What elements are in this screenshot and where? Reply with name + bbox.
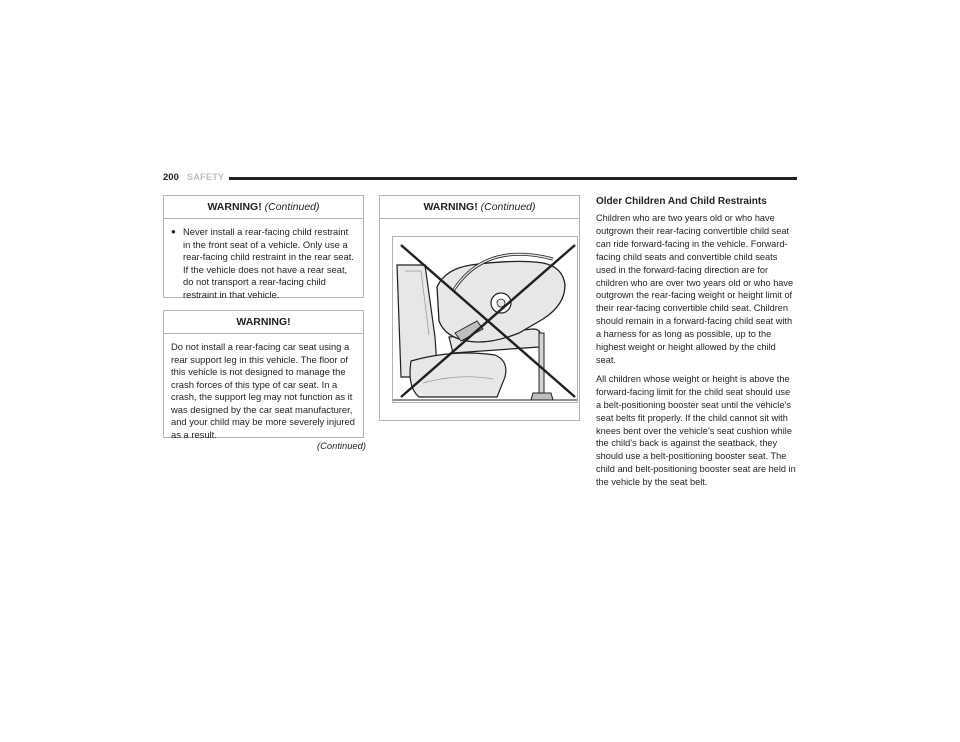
warning-title: WARNING! (423, 201, 478, 213)
page-number: 200 (163, 172, 179, 183)
warning-box-header (164, 311, 363, 334)
warning-box-body (164, 334, 363, 441)
warning-title: WARNING! (207, 201, 262, 213)
warning-text: Do not install a rear-facing car seat using a rear support leg in this vehicle. The floor of this vehicle is not designed to manage the crash forces of this type of car seat. In a crash, the support leg may not function as it was designed by the car seat manufacturer, and your child may be more severely injured as a result. (171, 341, 355, 440)
warning-box-body (164, 219, 363, 301)
continued-label: (Continued) (317, 440, 366, 451)
warning-box-header (164, 196, 363, 219)
warning-box-header (380, 196, 579, 219)
warning-box-support-leg (163, 310, 364, 438)
older-children-section (596, 195, 797, 495)
section-heading: Older Children And Child Restraints (596, 196, 767, 207)
warning-continued-label: (Continued) (264, 201, 320, 213)
warning-continued-label: (Continued) (480, 201, 536, 213)
bullet-icon: ● (171, 227, 176, 236)
warning-box-figure (379, 195, 580, 421)
paragraph-booster-seat: All children whose weight or height is above the forward-facing limit for the child seat should use a belt-positioning booster seat until the vehicle’s seat belts fit properly. If the child cannot sit with knees bent over the vehicle’s seat cushion while the child’s back is against the seatback, they should use a belt-positioning booster seat. The child and belt-positioning booster seat are held in the vehicle by the seat belt. (596, 373, 796, 488)
header-rule (229, 177, 797, 180)
warning-title: WARNING! (236, 316, 291, 328)
page-header (163, 172, 797, 186)
section-title: SAFETY (187, 172, 225, 182)
warning-bullet-item (171, 226, 356, 301)
warning-bullet-text: Never install a rear-facing child restraint in the front seat of a vehicle. Only use a rear-facing child restraint in the rear seat. If the vehicle does not have a rear seat, do not transport a rear-facing child restraint in that vehicle. (183, 226, 354, 300)
paragraph-forward-facing: Children who are two years old or who have outgrown their rear-facing convertible child seat can ride forward-facing in the vehicle. Forward-facing child seats and convertible child seats used in the forward-facing direction are for children who are over two years old or who have outgrown the rear-facing weight or height limit of their rear-facing convertible child seat. Children should remain in a forward-facing child seat with a harness for as long as possible, up to the highest weight or height allowed by the child seat. (596, 213, 794, 365)
warning-box-continued (163, 195, 364, 298)
crossed-out-rear-facing-seat-with-support-leg-icon (392, 236, 578, 403)
